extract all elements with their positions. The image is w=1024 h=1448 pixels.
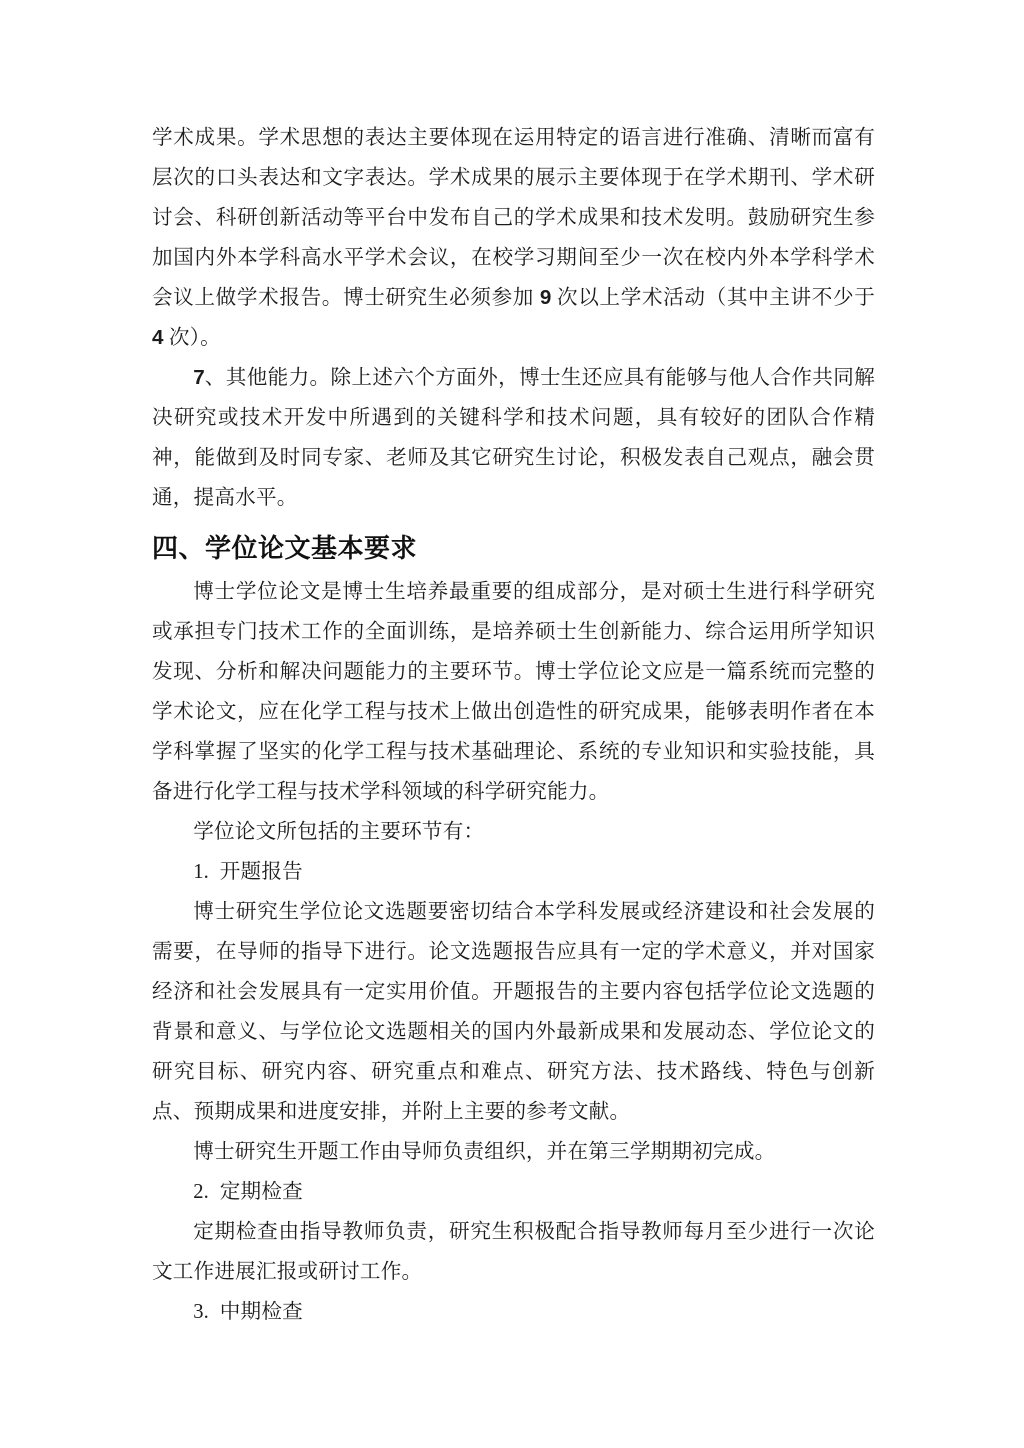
text-run: 次以上学术活动（其中主讲不少于 (551, 287, 875, 309)
text-run: 2. (193, 1181, 210, 1203)
text-run: 1. (193, 861, 210, 883)
text-run: 、其他能力。除上述六个方面外，博士生还应具有能够与他人合作共同解决研究或技术开发中所遇到的关键科学和技术问题，具有较好的团队合作精神，能做到及时同专家、老师及其它研究生讨论，积极发表自己观点，融会贯通，提高水平。 (152, 367, 875, 509)
section-heading (152, 526, 875, 570)
list-item (152, 1172, 875, 1212)
text-run: 博士研究生开题工作由导师负责组织，并在第三学期期初完成。 (193, 1141, 776, 1163)
paragraph (152, 118, 875, 358)
paragraph (152, 812, 875, 852)
paragraph (152, 358, 875, 518)
text-run: 定期检查由指导教师负责，研究生积极配合指导教师每月至少进行一次论文工作进展汇报或研讨工作。 (152, 1221, 875, 1283)
paragraph (152, 1132, 875, 1172)
text-run: 次）。 (163, 327, 221, 349)
latin-number: 4 (152, 326, 164, 349)
text-run: 博士学位论文是博士生培养最重要的组成部分，是对硕士生进行科学研究或承担专门技术工作的全面训练，是培养硕士生创新能力、综合运用所学知识发现、分析和解决问题能力的主要环节。博士学位论文应是一篇系统而完整的学术论文，应在化学工程与技术上做出创造性的研究成果，能够表明作者在本学科掌握了坚实的化学工程与技术基础理论、系统的专业知识和实验技能，具备进行化学工程与技术学科领域的科学研究能力。 (152, 581, 875, 803)
text-run: 开题报告 (209, 861, 303, 883)
text-run: 学位论文所包括的主要环节有： (193, 821, 485, 843)
latin-number: 7 (193, 366, 205, 389)
text-run: 学术成果。学术思想的表达主要体现在运用特定的语言进行准确、清晰而富有层次的口头表达和文字表达。学术成果的展示主要体现于在学术期刊、学术研讨会、科研创新活动等平台中发布自己的学术成果和技术发明。鼓励研究生参加国内外本学科高水平学术会议，在校学习期间至少一次在校内外本学科学术会议上做学术报告。博士研究生必须参加 (152, 127, 875, 309)
paragraph (152, 572, 875, 812)
text-run: 中期检查 (209, 1301, 303, 1323)
text-run: 定期检查 (209, 1181, 303, 1203)
paragraph (152, 892, 875, 1132)
list-item (152, 852, 875, 892)
list-item (152, 1292, 875, 1332)
latin-number: 9 (539, 286, 552, 309)
paragraph (152, 1212, 875, 1292)
text-run: 博士研究生学位论文选题要密切结合本学科发展或经济建设和社会发展的需要，在导师的指导下进行。论文选题报告应具有一定的学术意义，并对国家经济和社会发展具有一定实用价值。开题报告的主要内容包括学位论文选题的背景和意义、与学位论文选题相关的国内外最新成果和发展动态、学位论文的研究目标、研究内容、研究重点和难点、研究方法、技术路线、特色与创新点、预期成果和进度安排，并附上主要的参考文献。 (152, 901, 875, 1123)
text-run: 四、学位论文基本要求 (152, 533, 418, 563)
text-run: 3. (193, 1301, 210, 1323)
